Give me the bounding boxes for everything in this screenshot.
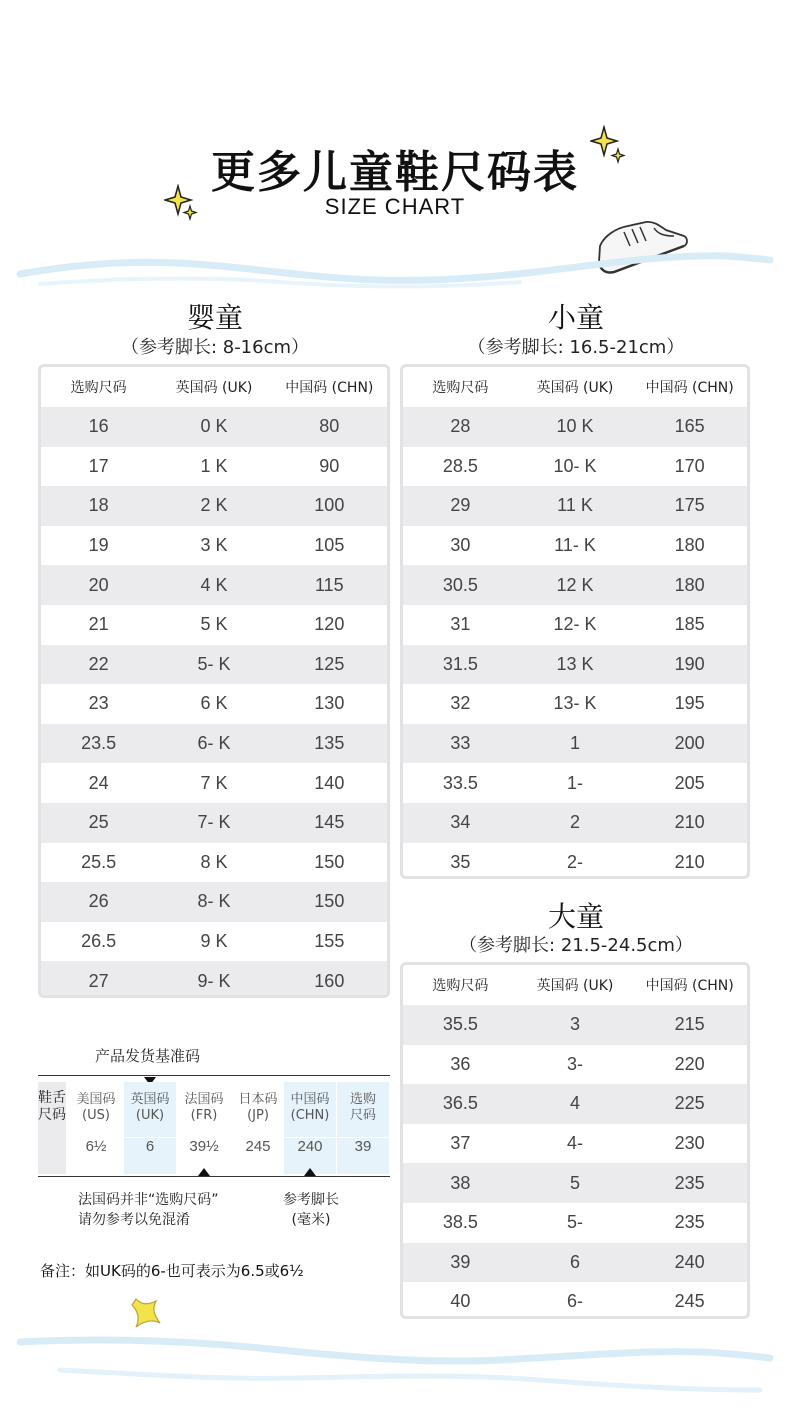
table-cell: 27: [88, 970, 109, 991]
shoe-tongue-label: 鞋舌尺码: [38, 1082, 66, 1174]
sparkle-icon: [164, 184, 200, 224]
table-cell: 13 K: [556, 653, 594, 674]
table-cell: 190: [674, 653, 705, 674]
table-cell: 2-: [567, 851, 584, 872]
table-cell: 6: [570, 1251, 581, 1272]
reference-value: 6½: [85, 1138, 107, 1155]
table-row: [41, 961, 387, 998]
table-cell: 23: [88, 693, 109, 714]
table-cell: 200: [674, 733, 705, 754]
infant-section-title: 婴童: [186, 301, 243, 334]
table-cell: 5- K: [197, 653, 231, 674]
little-kids-size-table: [400, 364, 750, 879]
reference-value: 245: [245, 1138, 271, 1155]
table-cell: 3-: [567, 1053, 584, 1074]
sparkle-icon: [128, 1295, 164, 1331]
reference-column: [124, 1082, 176, 1174]
table-header: [41, 367, 387, 407]
little-kids-section-title: 小童: [547, 301, 604, 334]
little-kids-section-subtitle: （参考脚长: 16.5-21cm）: [467, 337, 685, 358]
table-cell: 210: [674, 812, 705, 833]
reference-label: 英国码: [130, 1092, 170, 1107]
table-cell: 5-: [567, 1212, 584, 1233]
table-cell: 145: [314, 812, 345, 833]
table-row: [403, 684, 747, 724]
table-cell: 1-: [567, 772, 584, 793]
table-row: [41, 724, 387, 764]
table-cell: 240: [674, 1251, 705, 1272]
table-row: [403, 724, 747, 764]
table-row: [41, 763, 387, 803]
table-row: [403, 645, 747, 685]
table-cell: 26.5: [81, 931, 117, 952]
table-cell: 205: [674, 772, 705, 793]
table-cell: 4: [570, 1093, 581, 1114]
table-cell: 195: [674, 693, 705, 714]
table-cell: 23.5: [81, 733, 117, 754]
table-cell: 150: [314, 891, 345, 912]
table-row: [41, 526, 387, 566]
table-row: [403, 1124, 747, 1164]
table-cell: 25: [88, 812, 109, 833]
table-header: [403, 965, 747, 1005]
table-cell: 7- K: [197, 812, 231, 833]
table-cell: 5: [570, 1172, 581, 1193]
table-row: [41, 645, 387, 685]
table-cell: 37: [450, 1133, 471, 1154]
table-row: [41, 843, 387, 883]
column-header: 英国码 (UK): [536, 380, 614, 396]
table-row: [41, 565, 387, 605]
column-header: 英国码 (UK): [175, 380, 253, 396]
table-body: [403, 1005, 747, 1319]
table-cell: 22: [88, 653, 109, 674]
reference-column: [337, 1082, 389, 1174]
table-cell: 8- K: [197, 891, 231, 912]
table-cell: 135: [314, 733, 345, 754]
page-title: 更多儿童鞋尺码表: [211, 147, 579, 198]
table-row: [41, 447, 387, 487]
reference-note-line: (毫米): [291, 1212, 331, 1228]
reference-label: (CHN): [290, 1108, 330, 1123]
table-cell: 155: [314, 931, 345, 952]
table-row: [403, 605, 747, 645]
table-row: [403, 1243, 747, 1283]
table-cell: 25.5: [81, 851, 117, 872]
table-cell: 165: [674, 416, 705, 437]
reference-column: [232, 1082, 284, 1174]
reference-note-line: 法国码并非“选购尺码”: [78, 1192, 219, 1208]
sparkle-icon: [590, 125, 626, 165]
table-row: [41, 922, 387, 962]
table-cell: 38: [450, 1172, 471, 1193]
table-cell: 32: [450, 693, 471, 714]
reference-label: 尺码: [349, 1108, 376, 1123]
table-row: [403, 763, 747, 803]
table-cell: 3: [570, 1014, 581, 1035]
table-cell: 100: [314, 495, 345, 516]
table-cell: 2 K: [200, 495, 228, 516]
table-cell: 225: [674, 1093, 705, 1114]
table-cell: 19: [88, 535, 109, 556]
infant-section-subtitle: （参考脚长: 8-16cm）: [120, 337, 310, 358]
column-header: 选购尺码: [70, 380, 127, 396]
reference-column: [284, 1082, 336, 1174]
table-cell: 10- K: [553, 455, 597, 476]
reference-label: 美国码: [76, 1092, 116, 1107]
table-cell: 12 K: [556, 574, 594, 595]
table-row: [41, 684, 387, 724]
table-cell: 40: [450, 1291, 471, 1312]
reference-value: 240: [297, 1138, 323, 1155]
table-cell: 9- K: [197, 970, 231, 991]
table-cell: 1: [570, 733, 581, 754]
reference-label: (US): [82, 1108, 110, 1123]
reference-column: [178, 1082, 230, 1174]
reference-label: 中国码: [290, 1092, 330, 1107]
reference-note-line: 请勿参考以免混淆: [78, 1212, 190, 1228]
table-cell: 115: [314, 574, 344, 595]
table-row: [403, 565, 747, 605]
table-cell: 8 K: [200, 851, 228, 872]
table-cell: 35.5: [442, 1014, 478, 1035]
table-cell: 31.5: [442, 653, 478, 674]
table-cell: 26: [88, 891, 109, 912]
table-row: [403, 447, 747, 487]
table-row: [403, 407, 747, 447]
wave-divider: [0, 1320, 790, 1400]
table-cell: 9 K: [200, 931, 228, 952]
column-header: 英国码 (UK): [536, 978, 614, 994]
table-cell: 12- K: [553, 614, 597, 635]
table-row: [403, 1282, 747, 1319]
table-cell: 28: [450, 416, 471, 437]
table-cell: 175: [674, 495, 705, 516]
arrow-up-icon: [198, 1168, 210, 1176]
table-cell: 28.5: [442, 455, 478, 476]
infant-size-table: [38, 364, 390, 998]
table-cell: 11 K: [557, 495, 593, 516]
table-cell: 180: [674, 535, 705, 556]
table-body: [403, 407, 747, 879]
arrow-up-icon: [304, 1168, 316, 1176]
column-header: 中国码 (CHN): [645, 978, 734, 994]
table-cell: 36.5: [442, 1093, 478, 1114]
table-row: [41, 605, 387, 645]
table-cell: 140: [314, 772, 345, 793]
table-cell: 11- K: [554, 535, 596, 556]
big-kids-section-title: 大童: [547, 900, 604, 933]
page-subtitle: SIZE CHART: [324, 194, 466, 219]
column-header: 中国码 (CHN): [285, 380, 374, 396]
big-kids-section-subtitle: （参考脚长: 21.5-24.5cm）: [459, 935, 693, 956]
table-cell: 1 K: [200, 455, 228, 476]
table-row: [41, 486, 387, 526]
column-header: 选购尺码: [432, 380, 489, 396]
table-row: [403, 1045, 747, 1085]
wave-divider: [0, 238, 790, 298]
table-row: [403, 1203, 747, 1243]
table-cell: 24: [88, 772, 109, 793]
table-cell: 120: [314, 614, 345, 635]
table-row: [403, 843, 747, 879]
table-cell: 30.5: [442, 574, 478, 595]
table-body: [41, 407, 387, 998]
table-cell: 245: [674, 1291, 705, 1312]
big-kids-size-table: [400, 962, 750, 1319]
table-cell: 180: [674, 574, 705, 595]
reference-title: 产品发货基准码: [95, 1047, 201, 1065]
table-cell: 7 K: [200, 772, 228, 793]
table-cell: 16: [88, 416, 109, 437]
table-cell: 6-: [567, 1291, 584, 1312]
reference-column: [70, 1082, 122, 1174]
table-cell: 17: [88, 455, 109, 476]
table-cell: 20: [88, 574, 109, 595]
table-row: [403, 1084, 747, 1124]
table-row: [41, 803, 387, 843]
table-cell: 10 K: [556, 416, 594, 437]
table-cell: 33: [450, 733, 471, 754]
table-cell: 30: [450, 535, 471, 556]
table-cell: 13- K: [553, 693, 597, 714]
table-row: [403, 1005, 747, 1045]
table-cell: 18: [88, 495, 109, 516]
reference-label: 日本码: [238, 1092, 278, 1107]
table-cell: 36: [450, 1053, 471, 1074]
table-cell: 38.5: [442, 1212, 478, 1233]
table-cell: 160: [314, 970, 345, 991]
remark-note: 备注：如UK码的6-也可表示为6.5或6½: [40, 1262, 304, 1280]
table-cell: 3 K: [200, 535, 228, 556]
table-cell: 170: [674, 455, 705, 476]
table-cell: 130: [314, 693, 345, 714]
table-row: [403, 803, 747, 843]
reference-size-chart: [38, 1075, 390, 1177]
reference-label: (JP): [247, 1108, 269, 1123]
reference-value: 39½: [189, 1138, 219, 1155]
reference-note-left: [78, 1190, 219, 1230]
column-header: 中国码 (CHN): [645, 380, 734, 396]
table-cell: 21: [88, 614, 109, 635]
reference-label: (UK): [135, 1108, 165, 1123]
table-row: [403, 526, 747, 566]
reference-note-right: [276, 1190, 346, 1230]
table-cell: 215: [674, 1014, 705, 1035]
table-cell: 80: [319, 416, 340, 437]
table-row: [41, 407, 387, 447]
table-cell: 0 K: [200, 416, 228, 437]
table-cell: 235: [674, 1172, 705, 1193]
table-cell: 29: [450, 495, 471, 516]
table-cell: 90: [319, 455, 340, 476]
table-row: [41, 882, 387, 922]
table-cell: 39: [450, 1251, 471, 1272]
column-header: 选购尺码: [432, 978, 489, 994]
table-cell: 235: [674, 1212, 705, 1233]
table-cell: 125: [314, 653, 345, 674]
table-cell: 6- K: [197, 733, 231, 754]
table-cell: 150: [314, 851, 345, 872]
reference-label: (FR): [190, 1108, 218, 1123]
reference-label: 选购: [349, 1092, 376, 1107]
table-cell: 210: [674, 851, 705, 872]
table-cell: 35: [450, 851, 471, 872]
table-cell: 230: [674, 1133, 705, 1154]
reference-label: 法国码: [184, 1092, 224, 1107]
table-cell: 5 K: [200, 614, 228, 635]
reference-value: 6: [145, 1138, 155, 1155]
table-cell: 33.5: [442, 772, 478, 793]
table-cell: 4-: [567, 1133, 584, 1154]
table-cell: 6 K: [200, 693, 228, 714]
reference-value: 39: [354, 1138, 372, 1155]
table-cell: 2: [570, 812, 581, 833]
table-cell: 105: [314, 535, 345, 556]
table-cell: 31: [450, 614, 471, 635]
table-row: [403, 1163, 747, 1203]
table-cell: 34: [450, 812, 471, 833]
table-cell: 185: [674, 614, 705, 635]
table-header: [403, 367, 747, 407]
table-cell: 4 K: [200, 574, 228, 595]
table-cell: 220: [674, 1053, 705, 1074]
reference-note-line: 参考脚长: [283, 1192, 339, 1208]
table-row: [403, 486, 747, 526]
